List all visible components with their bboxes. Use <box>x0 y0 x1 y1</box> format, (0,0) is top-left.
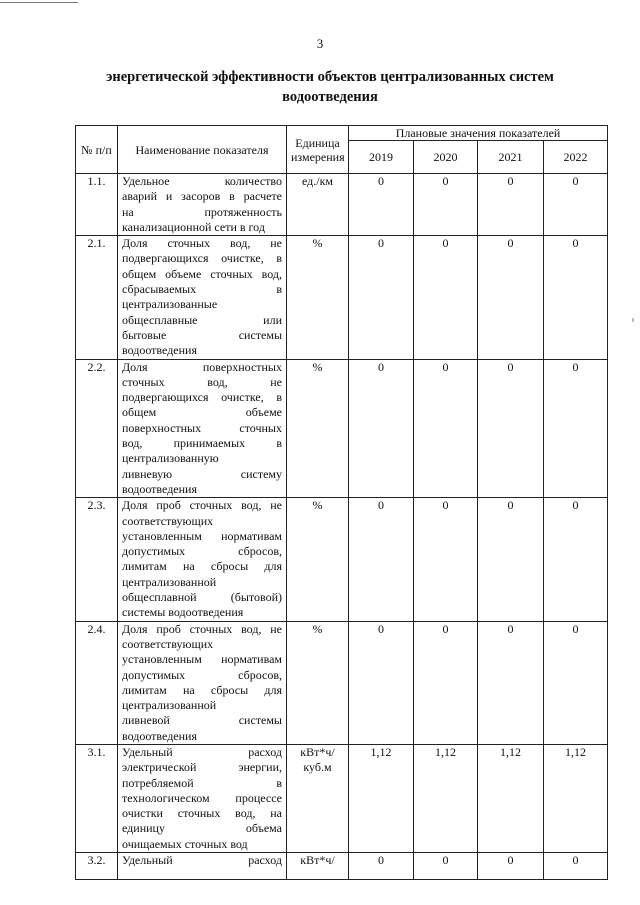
row-number: 3.2. <box>76 853 118 880</box>
indicator-name-line: ливневой системы <box>122 713 282 728</box>
planned-value-2020: 1,12 <box>414 744 478 852</box>
indicator-name-line: общесплавные или <box>122 312 282 327</box>
indicator-name-line: централизованной <box>122 698 217 713</box>
indicator-name <box>118 853 287 880</box>
header-year-2022: 2022 <box>544 141 608 174</box>
indicator-name-line: сбрасываемых в <box>122 282 282 297</box>
indicator-name-line: соответствующих <box>122 513 214 528</box>
table-row <box>76 621 608 744</box>
indicator-name-line: лимитам на сбросы для <box>122 559 282 574</box>
planned-value-2021: 0 <box>478 498 544 621</box>
indicator-name-line: Удельное количество <box>122 174 282 188</box>
header-unit: Единица измерения <box>287 126 349 174</box>
indicator-name-line: Доля проб сточных вод, не <box>122 498 282 513</box>
indicator-name <box>118 621 287 744</box>
planned-value-2021: 0 <box>478 853 544 880</box>
planned-value-2019: 0 <box>349 621 414 744</box>
table-row <box>76 174 608 236</box>
planned-value-2020: 0 <box>414 621 478 744</box>
indicator-name-line: установленным нормативам <box>122 528 282 543</box>
planned-value-2022: 0 <box>544 621 608 744</box>
row-number: 2.4. <box>76 621 118 744</box>
indicator-unit: кВт*ч/ куб.м <box>287 744 349 852</box>
planned-value-2021: 0 <box>478 236 544 359</box>
row-number: 3.1. <box>76 744 118 852</box>
row-number: 1.1. <box>76 174 118 236</box>
planned-value-2022: 0 <box>544 498 608 621</box>
indicator-name-line: подвергающихся очистке, в <box>122 251 282 266</box>
indicator-name <box>118 744 287 852</box>
planned-value-2022: 0 <box>544 174 608 236</box>
indicator-unit: % <box>287 621 349 744</box>
header-name: Наименование показателя <box>118 126 287 174</box>
indicator-name-line: централизованную <box>122 451 219 466</box>
indicator-name-line: Доля поверхностных <box>122 359 282 374</box>
indicator-name-line: вод, принимаемых в <box>122 436 282 451</box>
document-title <box>60 67 600 107</box>
planned-value-2021: 1,12 <box>478 744 544 852</box>
indicator-unit: % <box>287 359 349 498</box>
row-number: 2.2. <box>76 359 118 498</box>
planned-value-2022: 0 <box>544 359 608 498</box>
title-line-2: водоотведения <box>282 89 378 105</box>
indicator-name-line: канализационной сети в год <box>122 219 265 234</box>
indicator-name-line: поверхностных сточных <box>122 420 282 435</box>
planned-value-2020: 0 <box>414 359 478 498</box>
indicator-name-line: допустимых сбросов, <box>122 544 282 559</box>
planned-value-2019: 0 <box>349 174 414 236</box>
planned-value-2022: 0 <box>544 853 608 880</box>
indicator-name-line: очистки сточных вод, на <box>122 806 282 821</box>
header-year-2019: 2019 <box>349 141 414 174</box>
indicator-name-line: общесплавной (бытовой) <box>122 590 282 605</box>
planned-value-2019: 1,12 <box>349 744 414 852</box>
header-num: № п/п <box>76 126 118 174</box>
title-line-1: энергетической эффективности объектов централизованных систем <box>106 69 554 85</box>
indicator-name-line: централизованной <box>122 574 217 589</box>
scan-edge-line <box>0 2 78 3</box>
indicator-name-line: технологическом процессе <box>122 790 282 805</box>
table-row <box>76 498 608 621</box>
indicator-name-line: допустимых сбросов, <box>122 667 282 682</box>
table-row <box>76 853 608 880</box>
indicator-name-line: водоотведения <box>122 343 197 358</box>
indicator-name-line: очищаемых сточных вод <box>122 836 248 851</box>
header-year-2020: 2020 <box>414 141 478 174</box>
indicator-name-line: системы водоотведения <box>122 605 244 620</box>
indicator-unit: % <box>287 498 349 621</box>
indicator-name-line: Доля сточных вод, не <box>122 236 282 251</box>
indicator-name-line: общем объеме <box>122 405 282 420</box>
planned-value-2020: 0 <box>414 236 478 359</box>
indicator-name <box>118 174 287 236</box>
indicator-name-line: подвергающихся очистке, в <box>122 390 282 405</box>
indicator-unit: ед./км <box>287 174 349 236</box>
indicator-name-line: соответствующих <box>122 636 214 651</box>
planned-value-2019: 0 <box>349 498 414 621</box>
planned-value-2019: 0 <box>349 853 414 880</box>
indicator-name-line: водоотведения <box>122 481 197 496</box>
indicator-name <box>118 236 287 359</box>
planned-value-2020: 0 <box>414 853 478 880</box>
indicator-name-line: установленным нормативам <box>122 652 282 667</box>
planned-value-2022: 0 <box>544 236 608 359</box>
table-row <box>76 359 608 498</box>
indicator-name-line: Доля проб сточных вод, не <box>122 621 282 636</box>
indicator-name-line: электрической энергии, <box>122 760 282 775</box>
indicator-name-line: сточных вод, не <box>122 374 282 389</box>
indicator-name-line: аварий и засоров в расчете <box>122 189 282 204</box>
page-number: 3 <box>316 36 324 51</box>
planned-value-2022: 1,12 <box>544 744 608 852</box>
indicator-name-line: общем объеме сточных вод, <box>122 266 282 281</box>
header-planned: Плановые значения показателей <box>349 126 608 141</box>
indicator-name-line: централизованные <box>122 297 218 312</box>
row-number: 2.3. <box>76 498 118 621</box>
indicator-name-line: водоотведения <box>122 728 197 743</box>
indicator-name-line: потребляемой в <box>122 775 282 790</box>
indicator-name-line: ливневую систему <box>122 466 282 481</box>
indicator-name-line: Удельный расход <box>122 853 282 868</box>
planned-value-2020: 0 <box>414 498 478 621</box>
indicator-name-line: бытовые системы <box>122 327 282 342</box>
table-row <box>76 744 608 852</box>
planned-value-2021: 0 <box>478 621 544 744</box>
table-row <box>76 236 608 359</box>
indicators-table <box>75 125 608 880</box>
indicator-name <box>118 359 287 498</box>
row-number: 2.1. <box>76 236 118 359</box>
planned-value-2021: 0 <box>478 174 544 236</box>
planned-value-2021: 0 <box>478 359 544 498</box>
indicator-name-line: единицу объема <box>122 821 282 836</box>
indicator-unit: кВт*ч/ <box>287 853 349 880</box>
indicator-name-line: лимитам на сбросы для <box>122 682 282 697</box>
indicator-name <box>118 498 287 621</box>
planned-value-2019: 0 <box>349 359 414 498</box>
indicator-name-line: Удельный расход <box>122 744 282 759</box>
indicator-name-line: на протяженность <box>122 204 282 219</box>
planned-value-2020: 0 <box>414 174 478 236</box>
scan-mark <box>632 318 634 322</box>
header-year-2021: 2021 <box>478 141 544 174</box>
indicator-unit: % <box>287 236 349 359</box>
planned-value-2019: 0 <box>349 236 414 359</box>
